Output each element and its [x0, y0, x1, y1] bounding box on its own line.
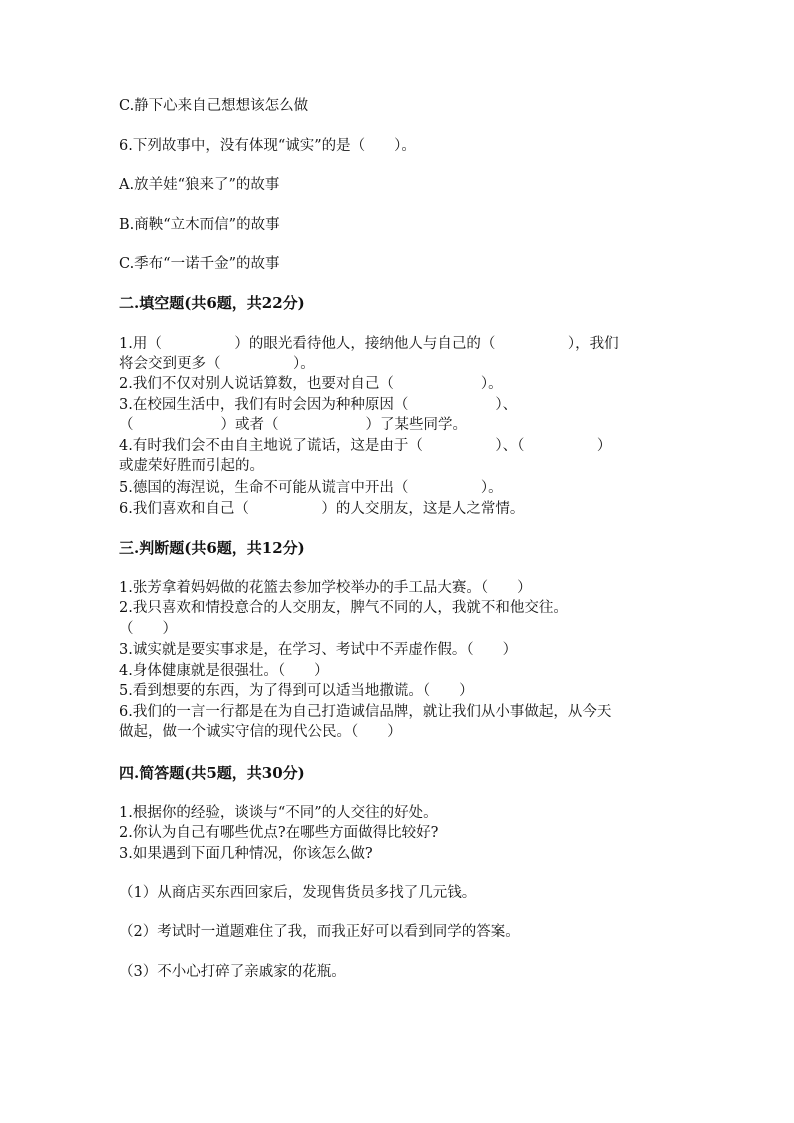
short-answer-line: 3.如果遇到下面几种情况，你该怎么做?: [119, 846, 373, 862]
q6-option-a: A.放羊娃“狼来了”的故事: [119, 177, 280, 193]
q5-option-c: C.静下心来自己想想该怎么做: [119, 98, 309, 114]
fill-blank-line: 3.在校园生活中，我们有时会因为种种原因（ ）、: [119, 397, 518, 413]
fill-blank-line: 将会交到更多（ ）。: [119, 356, 315, 372]
section-heading-true-false: 三.判断题(共6题，共12分): [119, 539, 305, 557]
true-false-line: 4.身体健康就是很强壮。（ ）: [119, 663, 329, 679]
q6-stem: 6.下列故事中，没有体现“诚实”的是（ ）。: [119, 138, 416, 154]
short-answer-sub-item: （2）考试时一道题难住了我，而我正好可以看到同学的答案。: [119, 924, 520, 940]
short-answer-sub-item: （1）从商店买东西回家后，发现售货员多找了几元钱。: [119, 885, 477, 901]
true-false-line: 1.张芳拿着妈妈做的花篮去参加学校举办的手工品大赛。（ ）: [119, 580, 532, 596]
true-false-line: 3.诚实就是要实事求是，在学习、考试中不弄虚作假。（ ）: [119, 642, 518, 658]
fill-blank-line: 4.有时我们会不由自主地说了谎话，这是由于（ ）、（ ）: [119, 438, 612, 454]
short-answer-line: 1.根据你的经验，谈谈与“不同”的人交往的好处。: [119, 805, 438, 821]
fill-blank-line: 2.我们不仅对别人说话算数，也要对自己（ ）。: [119, 376, 503, 392]
q6-option-c: C.季布“一诺千金”的故事: [119, 256, 280, 272]
true-false-line: 6.我们的一言一行都是在为自己打造诚信品牌，就让我们从小事做起，从今天: [119, 704, 612, 720]
section-heading-fill-blank: 二.填空题(共6题，共22分): [119, 294, 305, 312]
fill-blank-line: 或虚荣好胜而引起的。: [119, 458, 264, 474]
q6-option-b: B.商鞅“立木而信”的故事: [119, 217, 280, 233]
short-answer-sub-item: （3）不小心打碎了亲戚家的花瓶。: [119, 964, 346, 980]
fill-blank-line: 5.德国的海涅说，生命不可能从谎言中开出（ ）。: [119, 480, 503, 496]
true-false-line: 做起，做一个诚实守信的现代公民。（ ）: [119, 724, 402, 740]
fill-blank-line: （ ）或者（ ）了某些同学。: [119, 417, 467, 433]
true-false-line: 2.我只喜欢和情投意合的人交朋友，脾气不同的人，我就不和他交往。: [119, 600, 568, 616]
section-heading-short-answer: 四.简答题(共5题，共30分): [119, 764, 305, 782]
short-answer-line: 2.你认为自己有哪些优点?在哪些方面做得比较好?: [119, 825, 439, 841]
fill-blank-line: 1.用（ ）的眼光看待他人，接纳他人与自己的（ ），我们: [119, 336, 619, 352]
true-false-line: 5.看到想要的东西，为了得到可以适当地撒谎。（ ）: [119, 683, 474, 699]
true-false-line: （ ）: [119, 621, 177, 637]
fill-blank-line: 6.我们喜欢和自己（ ）的人交朋友，这是人之常情。: [119, 501, 525, 517]
